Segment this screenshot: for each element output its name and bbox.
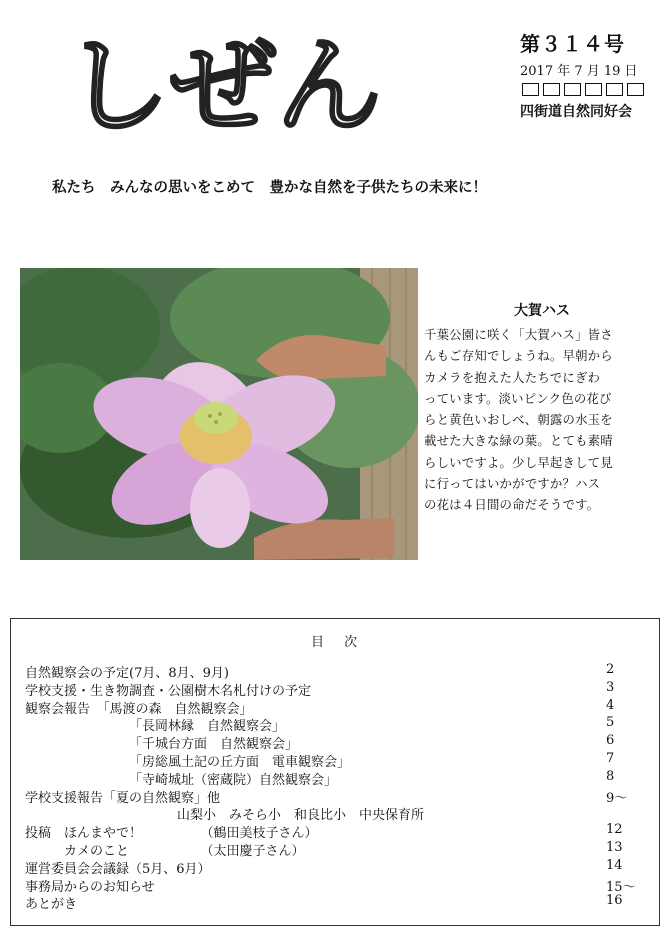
toc-entry-title: カメのこと （太田慶子さん） xyxy=(25,843,305,859)
toc-row xyxy=(25,804,645,822)
toc-row xyxy=(25,698,645,716)
article-title: 大賀ハス xyxy=(514,303,570,319)
toc-entry-title: 「寺崎城址（密蔵院）自然観察会」 xyxy=(129,772,338,788)
toc-row xyxy=(25,787,645,805)
toc-entry-page: 12 xyxy=(606,822,623,838)
toc-entry-title: 投稿 ほんまやで！ （鶴田美枝子さん） xyxy=(25,826,318,842)
toc-row xyxy=(25,858,645,876)
toc-entry-page: 14 xyxy=(606,857,623,873)
toc-entry-page: 5 xyxy=(606,715,615,731)
toc-row xyxy=(25,662,645,680)
toc-entry-title: あとがき xyxy=(25,897,78,913)
issue-info xyxy=(520,28,665,121)
toc-list xyxy=(25,662,645,911)
toc-entry-title: 自然観察会の予定(7月、8月、9月) xyxy=(25,666,229,681)
toc-entry-title: 「房総風土記の丘方面 電車観察会」 xyxy=(129,754,351,770)
lotus-photo xyxy=(20,268,418,560)
placeholder-boxes xyxy=(522,83,665,96)
toc-entry-page: 13 xyxy=(606,839,623,855)
toc-entry-page: 16 xyxy=(606,893,623,909)
toc-entry-page: 15〜 xyxy=(606,879,636,895)
toc-row xyxy=(25,876,645,894)
article-line: に行ってはいかがですか？ハス xyxy=(424,476,601,492)
toc-entry-page: 6 xyxy=(606,733,615,749)
issue-number: 第３１４号 xyxy=(520,32,625,56)
toc-entry-title: 「千城台方面 自然観察会」 xyxy=(129,737,299,753)
toc-entry-page: 4 xyxy=(606,697,615,713)
toc-entry-title: 学校支援・生き物調査・公園樹木名札付けの予定 xyxy=(25,683,312,699)
toc-row xyxy=(25,769,645,787)
toc-row xyxy=(25,680,645,698)
toc-entry-page: 8 xyxy=(606,768,615,784)
table-of-contents xyxy=(10,618,660,926)
article-body xyxy=(424,324,660,516)
toc-entry-page: 7 xyxy=(606,750,615,766)
article-line: っています。淡いピンク色の花び xyxy=(424,390,612,406)
issue-date: 2017 年 7 月 19 日 xyxy=(520,64,638,79)
toc-title: 目 次 xyxy=(311,635,366,650)
toc-row xyxy=(25,822,645,840)
toc-row xyxy=(25,751,645,769)
toc-row xyxy=(25,840,645,858)
article-line: の花は４日間の命だそうです。 xyxy=(424,497,600,513)
article-line: らしいですよ。少し早起きして見 xyxy=(424,454,613,470)
toc-entry-title: 「長岡林縁 自然観察会」 xyxy=(129,719,286,735)
club-name: 四街道自然同好会 xyxy=(520,104,632,120)
toc-entry-title: 学校支援報告「夏の自然観察」他 xyxy=(25,790,221,806)
toc-entry-page: 3 xyxy=(606,679,615,695)
article-line: んもご存知でしょうね。早朝から xyxy=(424,348,613,364)
article-oga-lotus xyxy=(424,300,660,516)
logo-text: しぜん xyxy=(64,25,382,138)
article-line: 載せた大きな緑の葉。とても素晴 xyxy=(424,433,613,449)
toc-entry-title: 山梨小 みそら小 和良比小 中央保育所 xyxy=(177,808,425,824)
toc-row xyxy=(25,733,645,751)
article-line: らと黄色いおしべ、朝露の水玉を xyxy=(424,412,613,428)
toc-entry-page: 9〜 xyxy=(606,790,628,806)
toc-entry-title: 事務局からのお知らせ xyxy=(25,879,155,895)
toc-entry-title: 観察会報告 「馬渡の森 自然観察会」 xyxy=(25,701,253,717)
slogan: 私たち みんなの思いをこめて 豊かな自然を子供たちの未来に！ xyxy=(52,180,487,196)
toc-row xyxy=(25,893,645,911)
article-line: 千葉公園に咲く「大賀ハス」皆さ xyxy=(424,327,613,342)
article-line: カメラを抱えた人たちでにぎわ xyxy=(424,369,601,385)
toc-row xyxy=(25,715,645,733)
toc-entry-page: 2 xyxy=(606,662,615,677)
newsletter-logo xyxy=(60,18,390,138)
toc-entry-title: 運営委員会会議録（5月、6月） xyxy=(25,861,211,877)
